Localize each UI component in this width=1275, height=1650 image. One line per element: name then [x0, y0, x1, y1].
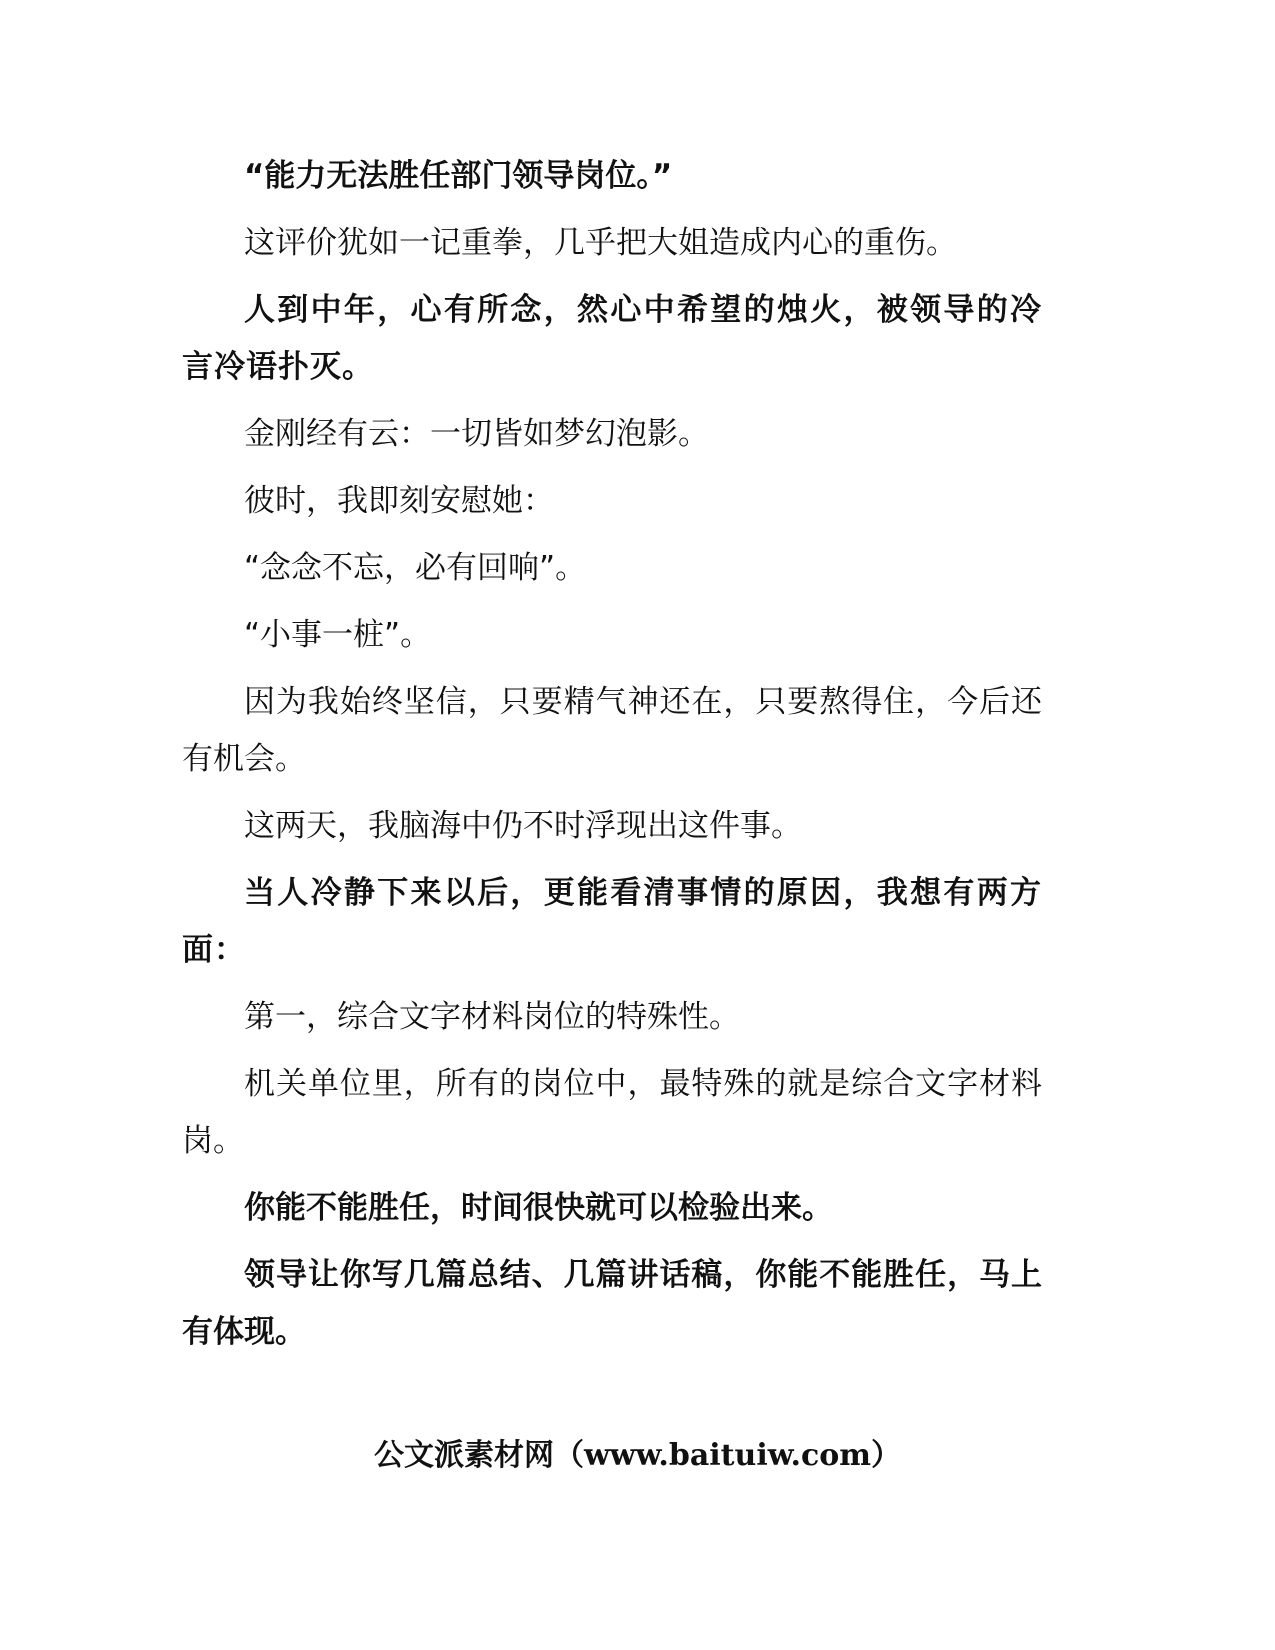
- paragraph-5: 彼时，我即刻安慰她：: [244, 483, 554, 519]
- paragraph-4: 金刚经有云：一切皆如梦幻泡影。: [244, 416, 709, 452]
- paragraph-11: 第一，综合文字材料岗位的特殊性。: [244, 999, 740, 1035]
- paragraph-3: 人到中年，心有所念，然心中希望的烛火，被领导的冷言冷语扑灭。: [182, 292, 1042, 385]
- paragraph-13: 你能不能胜任，时间很快就可以检验出来。: [244, 1190, 833, 1226]
- paragraph-9: 这两天，我脑海中仍不时浮现出这件事。: [244, 808, 802, 844]
- paragraph-7: “小事一桩”。: [244, 617, 432, 653]
- paragraph-10: 当人冷静下来以后，更能看清事情的原因，我想有两方面：: [182, 875, 1042, 968]
- paragraph-14: 领导让你写几篇总结、几篇讲话稿，你能不能胜任，马上有体现。: [182, 1257, 1042, 1350]
- paragraph-2: 这评价犹如一记重拳，几乎把大姐造成内心的重伤。: [244, 225, 957, 261]
- document-body: [182, 148, 1042, 1371]
- paragraph-1: “能力无法胜任部门领导岗位。”: [244, 158, 673, 194]
- page-footer: 公文派素材网（www.baituiw.com）: [373, 1438, 902, 1473]
- paragraph-6: “念念不忘，必有回响”。: [244, 550, 587, 586]
- paragraph-8: 因为我始终坚信，只要精气神还在，只要熬得住，今后还有机会。: [182, 684, 1042, 777]
- paragraph-12: 机关单位里，所有的岗位中，最特殊的就是综合文字材料岗。: [182, 1066, 1042, 1159]
